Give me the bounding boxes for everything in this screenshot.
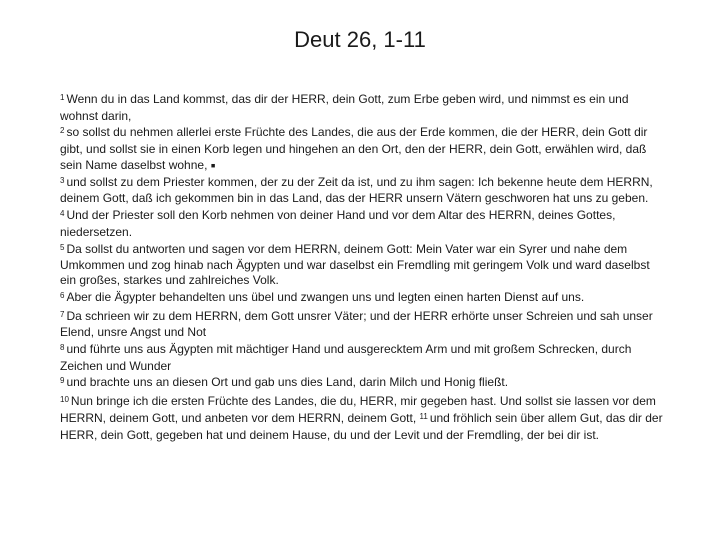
verse-text: Da sollst du antworten und sagen vor dem HERRN, deinem Gott: Mein Vater war ein Syrer und nahe dem Umkommen und zog hinab nach Ägypten und war daselbst ein Fremdling mit geringem Volk und ward daselbst ein großes, starkes und zahlreiches Volk. [60, 241, 650, 287]
verse-text: und fröhlich sein über allem Gut, das dir der HERR, dein Gott, gegeben hat und deinem Hause, du und der Levit und der Fremdling, der bei dir ist. [60, 410, 663, 442]
verse-text: Aber die Ägypter behandelten uns übel und zwangen uns und legten einen harten Dienst auf uns. [66, 289, 585, 304]
verse-8 [60, 342, 664, 373]
verse-number: 6 [60, 290, 65, 300]
page-title: Deut 26, 1-11 [294, 27, 426, 52]
verse-number: 2 [60, 126, 65, 136]
verse-3 [60, 175, 664, 206]
verse-number: 10 [60, 395, 69, 405]
verse-7 [60, 309, 664, 340]
verse-text: so sollst du nehmen allerlei erste Früchte des Landes, die aus der Erde kommen, die der HERR, dein Gott dir gibt, und sollst sie in einen Korb legen und hingehen an den Ort, den der HERR, dein Gott, erwählen wird, daß sein Name daselbst wohne, [60, 125, 648, 172]
verse-text: Wenn du in das Land kommst, das dir der HERR, dein Gott, zum Erbe geben wird, und nimmst es ein und wohnst darin, [60, 92, 629, 123]
verse-4 [60, 208, 664, 239]
verse-text: und brachte uns an diesen Ort und gab uns dies Land, darin Milch und Honig fließt. [66, 375, 509, 390]
verse-10 [60, 394, 664, 442]
verse-number: 7 [60, 309, 65, 319]
verse-number: 11 [419, 411, 428, 421]
verse-text: Da schrieen wir zu dem HERRN, dem Gott unsrer Väter; und der HERR erhörte unser Schreien und sah unser Elend, unsre Angst und Not [60, 308, 653, 340]
bullet-marker: ▪ [210, 156, 216, 173]
verse-5 [60, 242, 664, 288]
verse-number: 4 [60, 209, 65, 219]
verse-text: Nun bringe ich die ersten Früchte des Landes, die du, HERR, mir gegeben hast. Und sollst sie lassen vor dem HERRN, deinem Gott, und anbeten vor dem HERRN, deinem Gott, [60, 394, 656, 425]
verse-2 [60, 125, 664, 172]
verse-number: 9 [60, 376, 65, 386]
verse-9 [60, 375, 664, 392]
scripture-text [60, 92, 664, 444]
verse-1 [60, 92, 664, 123]
verse-number: 3 [60, 175, 65, 185]
verse-text: und führte uns aus Ägypten mit mächtiger Hand und ausgerecktem Arm und mit großem Schrecken, durch Zeichen und Wunder [60, 341, 632, 373]
verse-number: 5 [60, 242, 65, 252]
verse-text: Und der Priester soll den Korb nehmen von deiner Hand und vor dem Altar des HERRN, deines Gottes, niedersetzen. [60, 208, 616, 239]
verse-text: und sollst zu dem Priester kommen, der zu der Zeit da ist, und zu ihm sagen: Ich bekenne heute dem HERRN, deinem Gott, daß ich gekommen bin in das Land, das der HERR unsern Vätern geschworen hat uns zu geben. [60, 174, 653, 206]
verse-number: 1 [60, 93, 65, 102]
verse-number: 8 [60, 342, 65, 352]
verse-6 [60, 290, 664, 307]
